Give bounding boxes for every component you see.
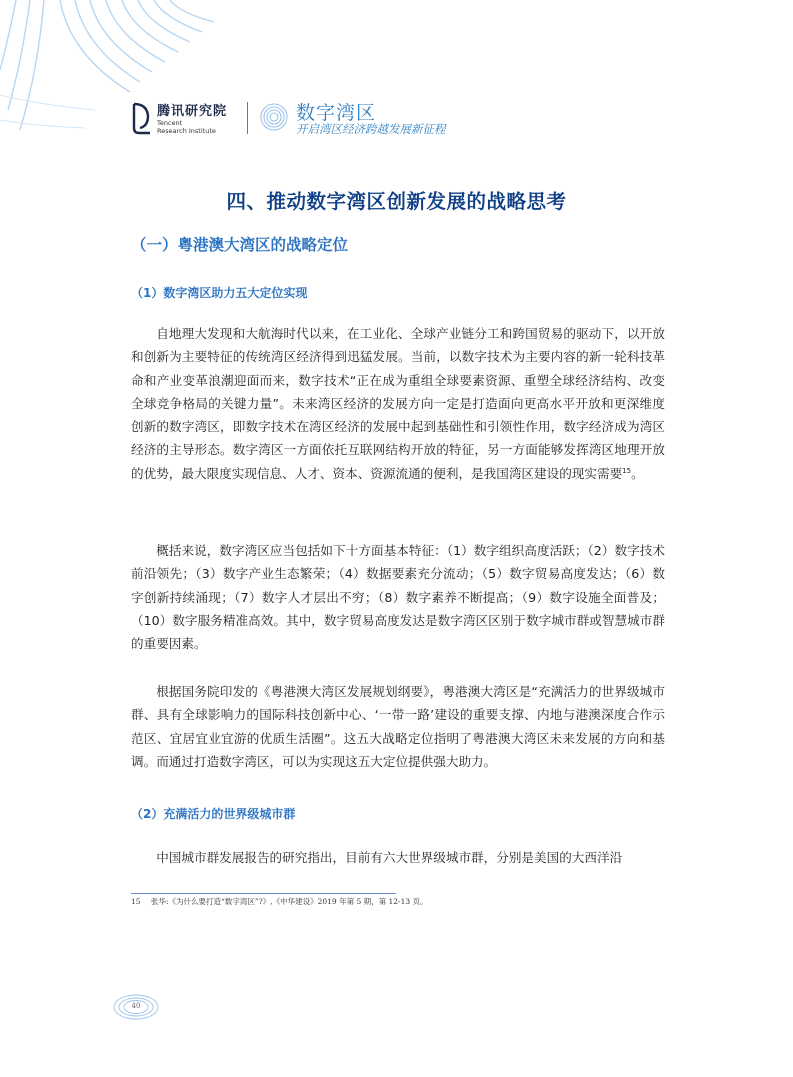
footnote-divider	[131, 893, 396, 894]
chapter-title: 四、推动数字湾区创新发展的战略思考	[226, 190, 567, 213]
footnote	[131, 896, 428, 907]
paragraph-1	[131, 322, 665, 485]
page-number: 40	[131, 1002, 141, 1010]
footnote-reference[interactable]: 15	[622, 466, 632, 475]
subsection-title-2: （2）充满活力的世界级城市群	[131, 807, 296, 821]
org-sub-line2: Research Institute	[157, 127, 216, 135]
footnote-text: 张华:《为什么要打造“数字湾区”?》,《中华建设》2019 年第 5 期，第 12-13 页。	[151, 897, 428, 906]
paragraph-1-end: 。	[631, 465, 644, 481]
footnote-number: 15	[131, 897, 141, 906]
subsection-title-1: （1）数字湾区助力五大定位实现	[131, 286, 308, 300]
paragraph-4: 中国城市群发展报告的研究指出，目前有六大世界级城市群，分别是美国的大西洋沿	[156, 850, 623, 865]
brand-swirl-icon	[259, 102, 289, 132]
brand-subtitle: 开启湾区经济跨越发展新征程	[296, 122, 446, 136]
brand-title: 数字湾区	[296, 102, 377, 124]
section-title: （一）粤港澳大湾区的战略定位	[131, 236, 349, 254]
paragraph-3: 根据国务院印发的《粤港澳大湾区发展规划纲要》，粤港澳大湾区是“充满活力的世界级城市群、具有全球影响力的国际科技创新中心、‘一带一路’建设的重要支撑、内地与港澳深度合作示范区、宜居宜业宜游的优质生活圈”。这五大战略定位指明了粤港澳大湾区未来发展的方向和基调。而通过打造数字湾区，可以为实现这五大定位提供强大助力。	[131, 684, 665, 769]
page-header	[131, 100, 591, 140]
org-name: 腾讯研究院	[157, 104, 228, 119]
paragraph-1-text: 自地理大发现和大航海时代以来，在工业化、全球产业链分工和跨国贸易的驱动下，以开放和创新为主要特征的传统湾区经济得到迅猛发展。当前，以数字技术为主要内容的新一轮科技革命和产业变革浪潮迎面而来，数字技术“正在成为重组全球要素资源、重塑全球经济结构、改变全球竞争格局的关键力量”。未来湾区经济的发展方向一定是打造面向更高水平开放和更深维度创新的数字湾区，即数字技术在湾区经济的发展中起到基础性和引领性作用，数字经济成为湾区经济的主导形态。数字湾区一方面依托互联网结构开放的特征，另一方面能够发挥湾区地理开放的优势，最大限度实现信息、人才、资本、资源流通的便利，是我国湾区建设的现实需要	[131, 326, 665, 481]
tencent-research-logo-icon	[131, 100, 153, 136]
paragraph-2: 概括来说，数字湾区应当包括如下十方面基本特征：（1）数字组织高度活跃；（2）数字技术前沿领先；（3）数字产业生态繁荣；（4）数据要素充分流动；（5）数字贸易高度发达；（6）数字创新持续涌现；（7）数字人才层出不穷；（8）数字素养不断提高；（9）数字设施全面普及；（10）数字服务精准高效。其中，数字贸易高度发达是数字湾区区别于数字城市群或智慧城市群的重要因素。	[131, 543, 665, 652]
header-divider	[247, 102, 248, 134]
org-sub-line1: Tencent	[157, 119, 183, 127]
